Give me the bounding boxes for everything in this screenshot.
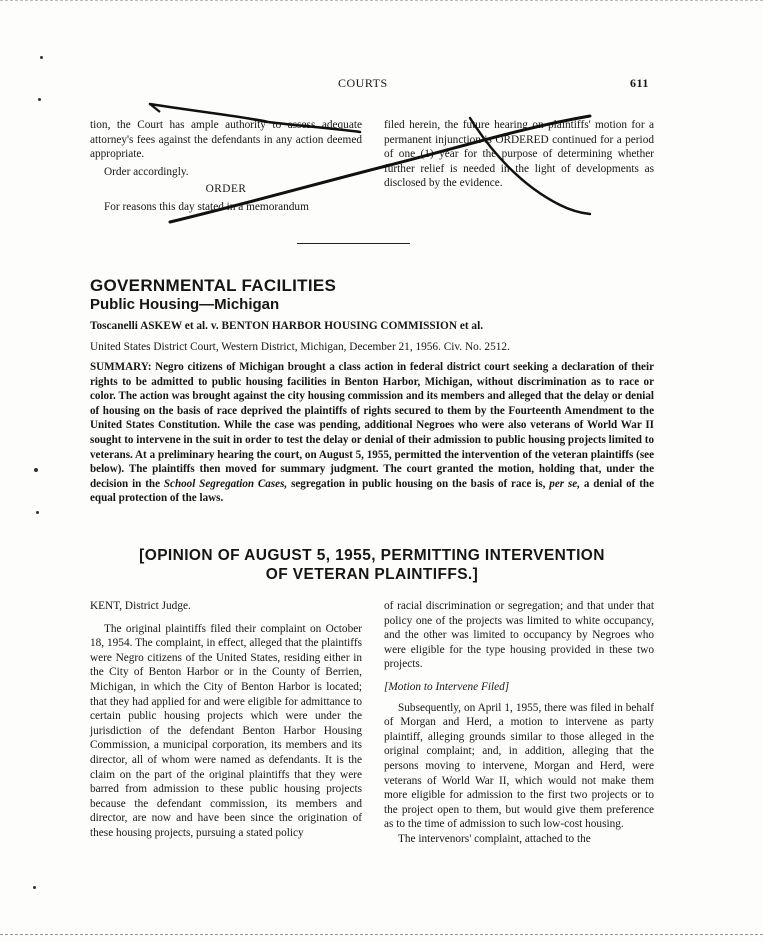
- paragraph: filed herein, the future hearing on plaintiffs' motion for a permanent injunction is ORDERED continued for a period of one (1) year for the purpose of determining whether further relief is needed in the light of developments as disclosed by the evidence.: [384, 119, 654, 190]
- opinion-heading-line: [OPINION OF AUGUST 5, 1955, PERMITTING INTERVENTION: [139, 547, 605, 564]
- scan-speck: [33, 886, 36, 889]
- paragraph: For reasons this day stated in a memorandum: [104, 200, 309, 213]
- order-heading: ORDER: [205, 183, 247, 196]
- judge-name: KENT, District Judge.: [90, 600, 191, 612]
- summary-text: segregation in public housing on the basis of race is,: [291, 477, 546, 490]
- summary-text: Negro citizens of Michigan brought a class action in federal district court seeking a declaration of their rights to be admitted to public housing facilities in Benton Harbor, Michigan, without discrimination as to race or color. The action was brought against the city housing commission and its members and alleged that the delay or denial of housing on the basis of race deprived the plaintiffs of rights secured to them by the Fourteenth Amendment to the United States Constitution. While the case was pending, additional Negroes who were also veterans of World War II sought to intervene in the suit in order to test the delay or denial of their admission to public housing projects limited to veterans. At a preliminary hearing the court, on August 5, 1955, permitted the intervention of the veteran plaintiffs (see below). The plaintiffs then moved for summary judgment. The court granted the motion, holding that, under the decision in the: [90, 361, 654, 490]
- paragraph: of racial discrimination or segregation; and that under that policy one of the projects was limited to white occupancy, and the other was limited to occupancy by Negroes who were eligible for the type housing provided in these two projects.: [384, 600, 654, 671]
- summary-italic: per se,: [549, 477, 580, 490]
- summary-text: a denial of the equal protection of the laws.: [90, 477, 654, 505]
- handwritten-strike-marks: [0, 0, 763, 260]
- scan-speck: [34, 468, 38, 472]
- paragraph: tion, the Court has ample authority to assess adequate attorney's fees against the defendants in any action deemed appropriate.: [90, 119, 362, 161]
- scan-speck: [36, 511, 39, 514]
- paragraph: The original plaintiffs filed their complaint on October 18, 1954. The complaint, in effect, alleged that the plaintiffs were Negro citizens of the United States, residing either in the City of Benton Harbor or in the County of Berrien, Michigan, in which the City of Benton Harbor is located; that they had applied for and were eligible for admittance to certain public housing projects which were under the jurisdiction of the defendant Benton Harbor Housing Commission, a municipal corporation, its members and its director, all of whom were named as defendants. It is the claim on the part of the original plaintiffs that they were barred from admission to these public housing projects because the defendant commission, its members and director, are now and have been since the origination of these housing projects, pursuing a stated policy: [90, 622, 362, 839]
- paragraph: Order accordingly.: [104, 165, 189, 178]
- opinion-heading: [90, 546, 654, 584]
- scan-bottom-edge: [0, 934, 763, 937]
- section-divider: [297, 243, 410, 244]
- running-title: COURTS: [338, 76, 388, 90]
- opinion-left-column: [90, 599, 362, 841]
- court-line: United States District Court, Western District, Michigan, December 21, 1956. Civ. No. 2512.: [90, 341, 510, 353]
- section-subheading: Public Housing—Michigan: [90, 296, 280, 313]
- case-title: Toscanelli ASKEW et al. v. BENTON HARBOR HOUSING COMMISSION et al.: [90, 320, 484, 332]
- page-number: 611: [630, 76, 649, 90]
- paragraph: Subsequently, on April 1, 1955, there was filed in behalf of Morgan and Herd, a motion to intervene as party plaintiff, alleging grounds similar to those alleged in the original complaint; and, in addition, alleging that the persons moving to intervene, Morgan and Herd, were veterans of World War II, which would not make them more eligible for admission to the first two projects or to the project open to them, but would give them preference as to the time of admission to such low-cost housing.: [384, 701, 654, 831]
- summary-italic: School Segregation Cases,: [163, 477, 288, 490]
- opinion-right-column: [384, 599, 654, 847]
- subheading: [Motion to Intervene Filed]: [384, 680, 510, 693]
- case-summary: [90, 360, 654, 506]
- paragraph: The intervenors' complaint, attached to the: [398, 832, 591, 845]
- summary-label: SUMMARY:: [90, 361, 152, 373]
- opinion-heading-line: OF VETERAN PLAINTIFFS.]: [265, 566, 479, 583]
- section-heading: GOVERNMENTAL FACILITIES: [90, 276, 337, 295]
